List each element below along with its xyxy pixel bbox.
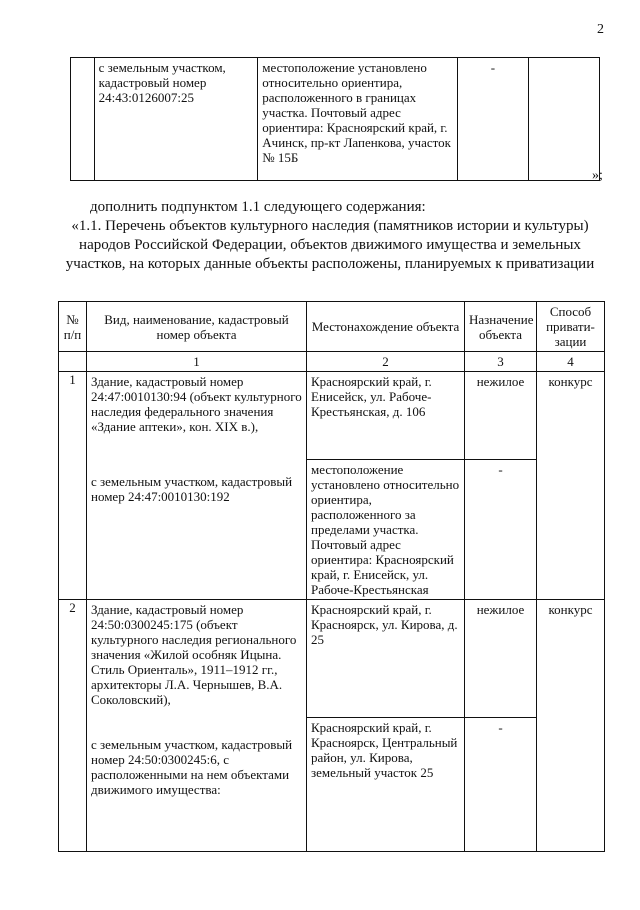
building-description: Здание, кадастровый номер 24:50:0300245:175 (объект культурного наследия регионального значения «Жилой особняк Ицына. Стиль Ориенталь», 1911–1912 гг., архитекторы Л.А. Чернышев, В.А. Соколовский), [91,602,297,707]
empty-num-cell [71,58,95,181]
building-location: Красноярский край, г. Енисейск, ул. Рабоче-Крестьянская, д. 106 [307,372,465,460]
land-purpose: - [465,718,537,852]
previous-table-fragment [70,57,600,181]
privatization-method: конкурс [537,372,605,600]
column-number-row [59,352,605,372]
colnum-4: 4 [537,352,605,372]
empty-method-cell [528,58,599,181]
land-purpose: - [465,460,537,600]
land-description: с земельным участком, кадастровый номер 24:50:0300245:6, с расположенными на нем объектами движимого имущества: [91,737,293,797]
land-description: с земельным участком, кадастровый номер 24:47:0010130:192 [91,474,293,504]
building-location: Красноярский край, г. Красноярск, ул. Кирова, д. 25 [307,600,465,718]
row-number: 1 [59,372,87,600]
row-number: 2 [59,600,87,852]
colnum-3: 3 [465,352,537,372]
list-heading: «1.1. Перечень объектов культурного наследия (памятников истории и культуры) народов Российской Федерации, объектов движимого имущества и земельных участков, на которых данные объекты расположены, планируемых к приватизации [65,218,595,272]
header-num: № п/п [59,302,87,352]
colnum-blank [59,352,87,372]
prev-purpose: - [457,58,528,181]
building-description: Здание, кадастровый номер 24:47:0010130:94 (объект культурного наследия федерального значения «Здание аптеки», кон. XIX в.), [91,374,302,434]
header-purpose: Назначение объекта [465,302,537,352]
prev-location: местоположение установлено относительно ориентира, расположенного в границах участка. Почтовый адрес ориентира: Красноярский край, г. Ачинск, пр-кт Лапенкова, участок № 15Б [258,58,458,181]
intro-text: дополнить подпунктом 1.1 следующего содержания: [90,199,426,215]
colnum-1: 1 [87,352,307,372]
table-header-row [59,302,605,352]
building-purpose: нежилое [465,600,537,718]
land-location: Красноярский край, г. Красноярск, Центральный район, ул. Кирова, земельный участок 25 [307,718,465,852]
object-description [87,372,307,600]
page-number: 2 [597,22,604,37]
header-method: Способ привати-зации [537,302,605,352]
closing-quote: »; [592,168,603,183]
colnum-2: 2 [307,352,465,372]
privatization-method: конкурс [537,600,605,852]
prev-object-desc: с земельным участком, кадастровый номер 24:43:0126007:25 [94,58,258,181]
land-location: местоположение установлено относительно ориентира, расположенного за пределами участка. Почтовый адрес ориентира: Красноярский край, г. Енисейск, ул. Рабоче-Крестьянская [307,460,465,600]
object-description [87,600,307,852]
table-row [59,372,605,460]
table-row [59,600,605,718]
building-purpose: нежилое [465,372,537,460]
privatization-table [58,301,605,852]
header-name: Вид, наименование, кадастровый номер объекта [87,302,307,352]
header-location: Местонахождение объекта [307,302,465,352]
